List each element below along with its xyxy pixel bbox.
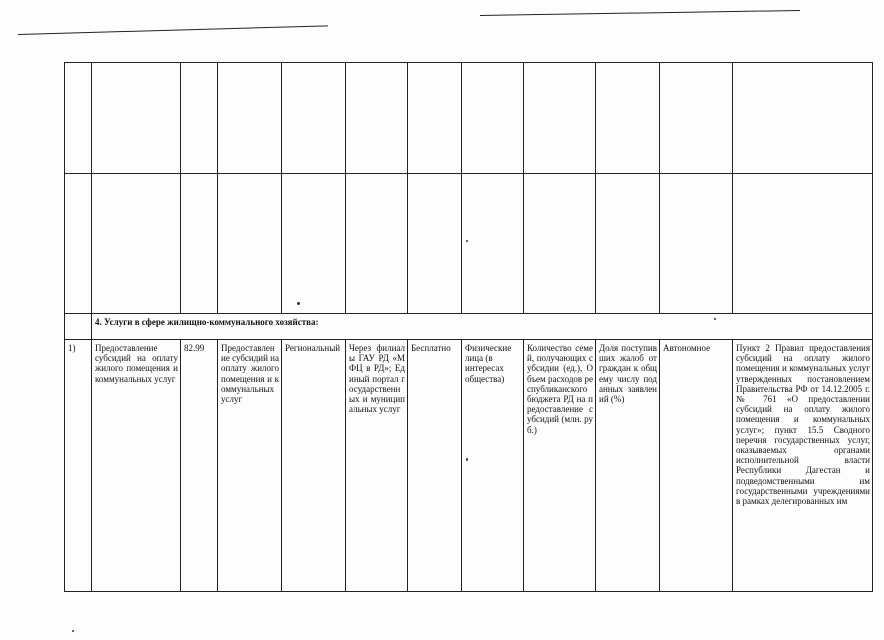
table-cell	[408, 174, 462, 314]
scan-mark-left	[18, 25, 328, 35]
cell-indicators: Количество семей, получающих субсидии (ед.), Объем расходов республиканского бюджета РД на предоставление субсидий (млн. руб.)	[524, 340, 596, 592]
table-cell	[596, 174, 660, 314]
cell-institution-type: Автономное	[660, 340, 733, 592]
table-cell	[181, 63, 218, 174]
table-cell	[733, 174, 873, 314]
table-cell	[462, 174, 524, 314]
table-cell	[524, 63, 596, 174]
scan-speck	[72, 630, 74, 632]
table-cell	[462, 63, 524, 174]
table-row	[65, 174, 873, 314]
scan-mark-right	[480, 10, 800, 16]
cell-cost: Бесплатно	[408, 340, 462, 592]
cell-level: Региональный	[282, 340, 346, 592]
section-row	[65, 314, 873, 340]
table-cell	[65, 314, 92, 340]
table-cell	[92, 63, 181, 174]
cell-service-name: Предоставление субсидий на оплату жилого помещения и коммунальных услуг	[218, 340, 282, 592]
table-cell	[408, 63, 462, 174]
cell-recipients: Физические лица (в интересах общества)	[462, 340, 524, 592]
table-cell	[218, 174, 282, 314]
table-cell	[660, 174, 733, 314]
cell-legal-basis: Пункт 2 Правил предоставления субсидий на оплату жилого помещения и коммунальных услуг утвержденных постановлением Правительства РФ от 14.12.2005 г. № 761 «О предоставлении субсидий на оплату жилого помещения и коммунальных услуг»; пункт 15.5 Сводного перечня государственных услуг, оказываемых органами исполнительной власти Республики Дагестан и подведомственными им государственными учреждениями в рамках делегированных им	[733, 340, 873, 592]
cell-name: Предоставление субсидий на оплату жилого помещения и коммунальных услуг	[92, 340, 181, 592]
section-title: 4. Услуги в сфере жилищно-коммунального хозяйства:	[92, 314, 873, 340]
table-cell	[524, 174, 596, 314]
scan-speck	[466, 458, 468, 461]
table-cell	[660, 63, 733, 174]
cell-quality: Доля поступивших жалоб от граждан к общему числу поданных заявлений (%)	[596, 340, 660, 592]
table-cell	[181, 174, 218, 314]
scan-speck	[714, 318, 716, 320]
cell-code: 82.99	[181, 340, 218, 592]
table-cell	[282, 63, 346, 174]
table-cell	[596, 63, 660, 174]
table-row	[65, 340, 873, 592]
scan-speck	[297, 302, 300, 305]
table-row	[65, 63, 873, 174]
table-cell	[346, 63, 408, 174]
table-cell	[65, 63, 92, 174]
cell-channel: Через филиалы ГАУ РД «МФЦ в РД»; Единый портал государственных и муниципальных услуг	[346, 340, 408, 592]
services-table	[64, 62, 873, 592]
row-number: 1)	[65, 340, 92, 592]
table-cell	[282, 174, 346, 314]
scan-speck	[466, 240, 468, 242]
table-cell	[65, 174, 92, 314]
table-cell	[346, 174, 408, 314]
table-cell	[218, 63, 282, 174]
table-cell	[92, 174, 181, 314]
table-cell	[733, 63, 873, 174]
